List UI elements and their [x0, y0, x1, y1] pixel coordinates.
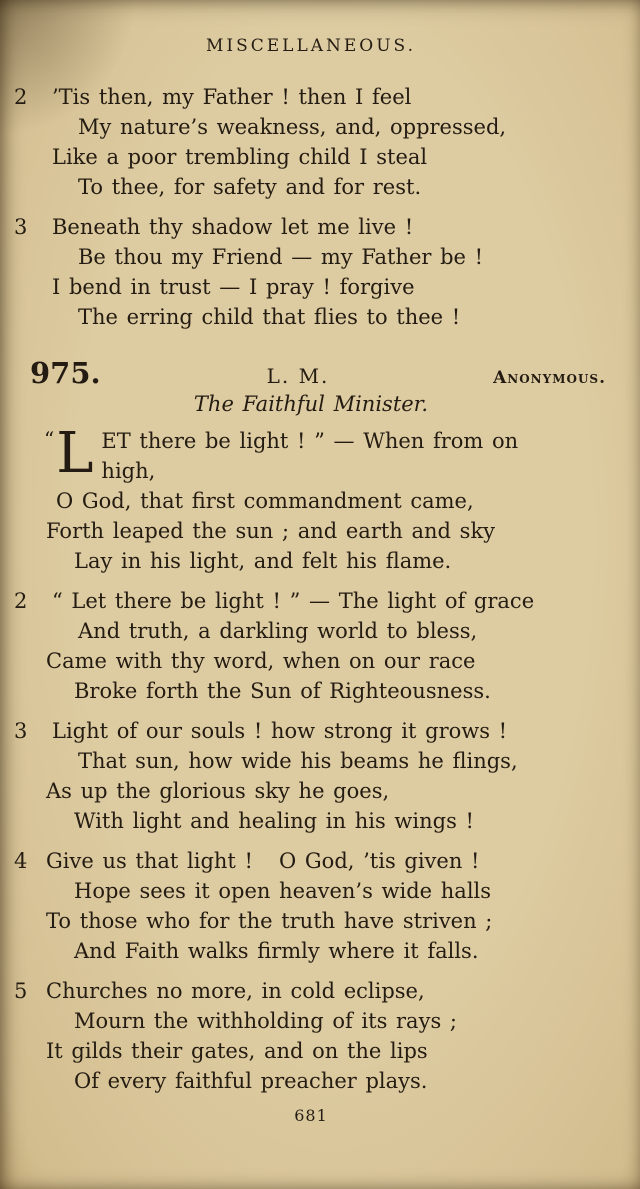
verse-number: 2	[14, 85, 28, 109]
verse-line: The erring child that flies to thee !	[78, 305, 461, 329]
running-header: MISCELLANEOUS.	[205, 36, 417, 56]
verse-line: Of every faithful preacher plays.	[74, 1069, 428, 1093]
verse-line: Be thou my Friend — my Father be !	[78, 245, 484, 269]
verse	[16, 212, 606, 332]
verse-line: As up the glorious sky he goes,	[46, 779, 390, 803]
verse-line: Lay in his light, and felt his flame.	[74, 549, 452, 573]
verse	[16, 716, 606, 836]
verse-line: Give us that light ! O God, ’tis given !	[46, 849, 480, 873]
opening-quote-mark: “	[44, 427, 55, 451]
verse-line: Mourn the withholding of its rays ;	[74, 1009, 457, 1033]
verse	[16, 421, 606, 576]
verse-line: ET there be light ! ” — When from on	[101, 429, 519, 453]
hymn-title: The Faithful Minister.	[193, 392, 429, 416]
verse-number: 4	[14, 849, 28, 873]
page-number: 681	[294, 1106, 328, 1125]
verse-line: And truth, a darkling world to bless,	[78, 619, 478, 643]
verse-line: With light and healing in his wings !	[74, 809, 474, 833]
verse-line: My nature’s weakness, and, oppressed,	[78, 115, 507, 139]
verse-line: Hope sees it open heaven’s wide halls	[74, 879, 492, 903]
verse-line: Light of our souls ! how strong it grows !	[52, 719, 508, 743]
hymn-number: 975.	[30, 356, 101, 390]
verse	[16, 976, 606, 1096]
verse-line: Came with thy word, when on our race	[46, 649, 476, 673]
hymn-meter: L. M.	[266, 364, 330, 388]
verse	[16, 846, 606, 966]
verse-line: It gilds their gates, and on the lips	[46, 1039, 428, 1063]
verse-line: “ Let there be light ! ” — The light of grace	[52, 589, 535, 613]
dropcap-row	[30, 421, 606, 486]
verse-line: Churches no more, in cold eclipse,	[46, 979, 425, 1003]
verse-line: Broke forth the Sun of Righteousness.	[74, 679, 491, 703]
verse-number: 2	[14, 589, 28, 613]
verse-line: ’Tis then, my Father ! then I feel	[52, 85, 412, 109]
verse	[16, 586, 606, 706]
dropcap-lines	[101, 426, 518, 486]
verse-number: 5	[14, 979, 28, 1003]
verse-line: high,	[101, 459, 156, 483]
verse-line: That sun, how wide his beams he flings,	[78, 749, 518, 773]
hymn-body	[14, 421, 606, 1096]
verse-line: I bend in trust — I pray ! forgive	[52, 275, 415, 299]
verse-line: Forth leaped the sun ; and earth and sky	[46, 519, 496, 543]
verse-line: To those who for the truth have striven ;	[46, 909, 493, 933]
hymn-heading	[16, 356, 606, 390]
hymn-author: Anonymous.	[493, 368, 606, 388]
verse-line: Beneath thy shadow let me live !	[52, 215, 414, 239]
verse-line: To thee, for safety and for rest.	[78, 175, 422, 199]
previous-hymn-continuation	[16, 82, 606, 332]
verse-number: 3	[14, 719, 28, 743]
verse-line: And Faith walks firmly where it falls.	[74, 939, 479, 963]
dropcap-letter: L	[56, 421, 94, 486]
verse-number: 3	[14, 215, 28, 239]
verse-line: O God, that first commandment came,	[56, 489, 474, 513]
verse-line: Like a poor trembling child I steal	[52, 145, 428, 169]
verse	[16, 82, 606, 202]
